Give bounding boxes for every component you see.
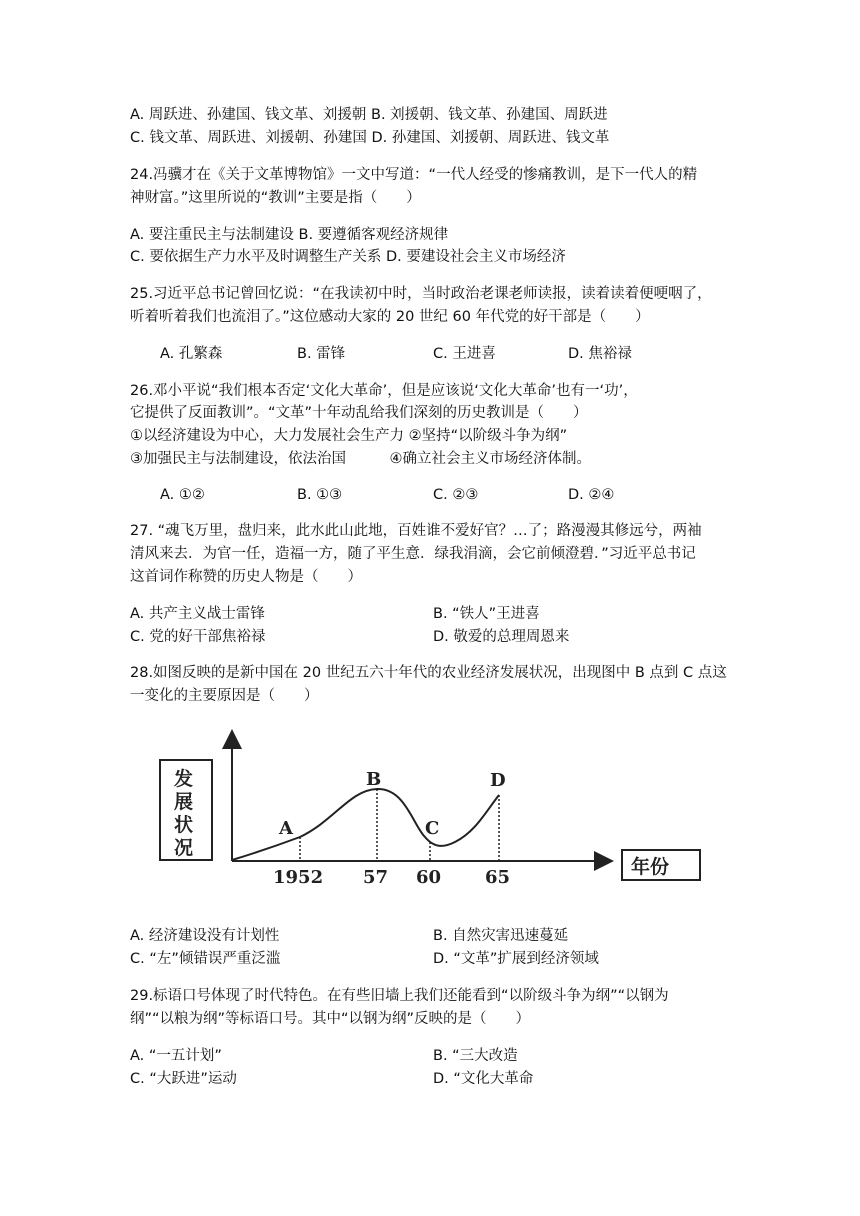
q25-option-c: C. 王进喜 xyxy=(433,346,496,362)
q28-stem-line1: 28.如图反映的是新中国在 20 世纪五六十年代的农业经济发展状况，出现图中 B 点到 C 点这 xyxy=(130,665,727,681)
q24-stem-line1: 24.冯骥才在《关于文革博物馆》一文中写道：“一代人经受的惨痛教训，是下一代人的精 xyxy=(130,167,698,183)
q27-stem-line3: 这首词作称赞的历史人物是（ ） xyxy=(130,569,362,585)
q26-stem-line2: 它提供了反面教训”。“文革”十年动乱给我们深刻的历史教训是（ ） xyxy=(130,405,588,421)
svg-text:展: 展 xyxy=(174,791,194,813)
tick-label-65: 65 xyxy=(485,867,511,888)
q25-option-d: D. 焦裕禄 xyxy=(568,346,632,362)
tick-label-57: 57 xyxy=(363,867,389,888)
point-label-a: A xyxy=(279,818,293,839)
q28-option-c: C. “左”倾错误严重泛滥 xyxy=(130,951,281,967)
q27-option-a: A. 共产主义战士雷锋 xyxy=(130,606,265,622)
q29-option-b: B. “三大改造 xyxy=(433,1048,518,1064)
agriculture-development-figure xyxy=(155,725,715,895)
q24-stem-line2: 神财富。”这里所说的“教训”主要是指（ ） xyxy=(130,190,421,206)
q29-option-a: A. “一五计划” xyxy=(130,1048,222,1064)
q25-stem-line2: 听着听着我们也流泪了。”这位感动大家的 20 世纪 60 年代党的好干部是（ ） xyxy=(130,309,650,325)
q28-stem-line2: 一变化的主要原因是（ ） xyxy=(130,688,319,704)
q26-stem-line3: ①以经济建设为中心，大力发展社会生产力 ②坚持“以阶级斗争为纲” xyxy=(130,428,568,444)
q29-stem-line1: 29.标语口号体现了时代特色。在有些旧墙上我们还能看到“以阶级斗争为纲”“以钢为 xyxy=(130,988,669,1004)
q26-option-a: A. ①② xyxy=(160,487,205,503)
q25-stem-line1: 25.习近平总书记曾回忆说：“在我读初中时，当时政治老课老师读报，读着读着便哽咽了， xyxy=(130,286,712,302)
svg-text:状: 状 xyxy=(174,814,194,836)
q25-option-b: B. 雷锋 xyxy=(297,346,346,362)
q24-options-cd: C. 要依据生产力水平及时调整生产关系 D. 要建设社会主义市场经济 xyxy=(130,249,566,265)
q27-option-d: D. 敬爱的总理周恩来 xyxy=(433,629,570,645)
q26-stem-line4: ③加强民主与法制建设，依法治国 ④确立社会主义市场经济体制。 xyxy=(130,451,591,467)
point-label-b: B xyxy=(366,769,382,790)
q27-option-b: B. “铁人”王进喜 xyxy=(433,606,540,622)
tick-label-60: 60 xyxy=(416,867,442,888)
q26-option-d: D. ②④ xyxy=(568,487,615,503)
q28-option-a: A. 经济建设没有计划性 xyxy=(130,928,280,944)
q29-option-c: C. “大跃进”运动 xyxy=(130,1071,237,1087)
q26-option-c: C. ②③ xyxy=(433,487,479,503)
q26-stem-line1: 26.邓小平说“我们根本否定‘文化大革命’，但是应该说‘文化大革命’也有一‘功’， xyxy=(130,383,638,399)
ylabel-text xyxy=(174,767,193,859)
svg-text:发: 发 xyxy=(174,768,194,790)
q23-options-cd: C. 钱文革、周跃进、刘援朝、孙建国 D. 孙建国、刘援朝、周跃进、钱文革 xyxy=(130,130,610,146)
q29-option-d: D. “文化大革命 xyxy=(433,1071,534,1087)
xlabel-text: 年份 xyxy=(631,856,670,878)
q27-stem-line2: 清风来去．为官一任，造福一方，随了平生意．绿我涓滴，会它前倾澄碧．”习近平总书记 xyxy=(130,546,696,562)
point-label-c: C xyxy=(425,818,440,839)
point-label-d: D xyxy=(490,770,506,791)
q28-option-d: D. “文革”扩展到经济领域 xyxy=(433,951,599,967)
q25-option-a: A. 孔繁森 xyxy=(160,346,223,362)
q23-options-ab: A. 周跃进、孙建国、钱文革、刘援朝 B. 刘援朝、钱文革、孙建国、周跃进 xyxy=(130,107,608,123)
q24-options-ab: A. 要注重民主与法制建设 B. 要遵循客观经济规律 xyxy=(130,227,449,243)
q27-option-c: C. 党的好干部焦裕禄 xyxy=(130,629,266,645)
tick-label-1952: 1952 xyxy=(273,867,324,888)
development-curve xyxy=(232,789,499,860)
svg-text:况: 况 xyxy=(174,837,194,859)
q29-stem-line2: 纲”“以粮为纲”等标语口号。其中“以钢为纲”反映的是（ ） xyxy=(130,1011,531,1027)
q27-stem-line1: 27. “魂飞万里，盘归来，此水此山此地，百姓谁不爱好官？…了；路漫漫其修远兮，两袖 xyxy=(130,523,702,539)
q28-option-b: B. 自然灾害迅速蔓延 xyxy=(433,928,569,944)
q26-option-b: B. ①③ xyxy=(297,487,343,503)
